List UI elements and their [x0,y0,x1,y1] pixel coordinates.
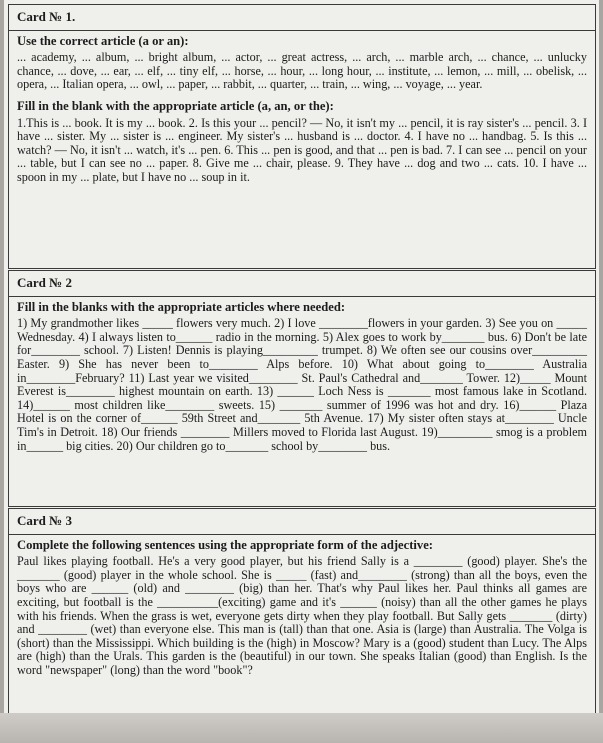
worksheet-page [4,0,599,743]
task-1-text: ... academy, ... album, ... bright album, ... actor, ... great actress, ... arch, ... marble arch, ... chance, ... unlucky chance, ... dove, ... ear, ... elf, ... tiny elf, ... horse, ... hour, ... long hour, ... institute, ... lemon, ... mill, ... obelisk, ... opera, ... Italian opera, ... owl, ... paper, ... rabbit, ... quarter, ... train, ... wing, ... voyage, ... year. [17,50,587,92]
card-1-title: Card № 1. [17,9,76,24]
task-2-text: 1.This is ... book. It is my ... book. 2. Is this your ... pencil? — No, it isn't my ... pencil, it is ray sister's ... pencil. 3. I have ... sister. My ... sister is ... engineer. My sister's ... husband is ... doctor. 4. I have no ... handbag. 5. Is this ... watch? — No, it isn't ... watch, it's ... pen. 6. This ... pen is good, and that ... pen is bad. 7. I can see ... pencil on your ... table, but I can see no ... paper. 8. Give me ... chair, please. 9. They have ... dog and two ... cats. 10. I have ... spoon in my ... plate, but I have no ... soup in it. [17,115,587,184]
card-3-text: Paul likes playing football. He's a very good player, but his friend Sally is a ________ (good) player. She's the _______ (good) player in the whole school. She is _____ (fast) and________ (strong) than all the boys, even the boys who are ______ (old) and ________ (big) than her. That's why Paul likes her. Paul thinks all games are exciting, but football is the __________(exciting) game and it's ______ (noisy) than all the other games he plays with his friends. When the grass is wet, everyone gets dirty when they play football. But Sally gets _______ (dirty) and ________ (wet) than everyone else. This man is (tall) than that one. Asia is (large) than Australia. The Volga is (short) than the Mississippi. Which building is the (high) in Moscow? Mary is a (good) student than Lucy. The Alps are (high) than the Urals. This garden is the (beautiful) in our town. She speaks Italian (good) than English. Is the word "newspaper" (long) than the word "book"? [17,554,587,677]
card-2 [8,270,596,507]
page-shadow [0,713,603,743]
card-2-instruction: Fill in the blanks with the appropriate articles where needed: [17,299,346,314]
card-3 [8,508,596,718]
divider [9,296,595,297]
card-3-title: Card № 3 [17,513,72,528]
task-2-instruction: Fill in the blank with the appropriate article (a, an, or the): [17,98,334,113]
card-2-text: 1) My grandmother likes _____ flowers very much. 2) I love ________flowers in your garden. 3) See you on _____ Wednesday. 4) I always listen to______ radio in the morning. 5) Alex goes to work by_______ bus. 6) Don't be late for________ school. 7) Listen! Dennis is playing_________ trumpet. 8) We often see our cousins over_________ Easter. 9) She has never been to________ Alps before. 10) What about going to________ Australia in________February? 11) Last year we visited________ St. Paul's Cathedral and_______ Tower. 12)_____ Mount Everest is________ highest mountain on earth. 13) ______ Loch Ness is _______ most famous lake in Scotland. 14)______ most children like________ sweets. 15) _______ summer of 1996 was hot and dry. 16)______ Plaza Hotel is on the corner of______ 59th Street and_______ 5th Avenue. 17) My sister often stays at________ Uncle Tim's in Detroit. 18) Our friends ________ Millers moved to Florida last August. 19)_________ smog is a problem in______ big cities. 20) Our children go to_______ school by________ bus. [17,316,587,453]
card-1 [8,4,596,269]
card-2-title: Card № 2 [17,275,72,290]
divider [9,534,595,535]
task-1-instruction: Use the correct article (a or an): [17,33,189,48]
card-3-instruction: Complete the following sentences using the appropriate form of the adjective: [17,537,433,552]
divider [9,30,595,31]
